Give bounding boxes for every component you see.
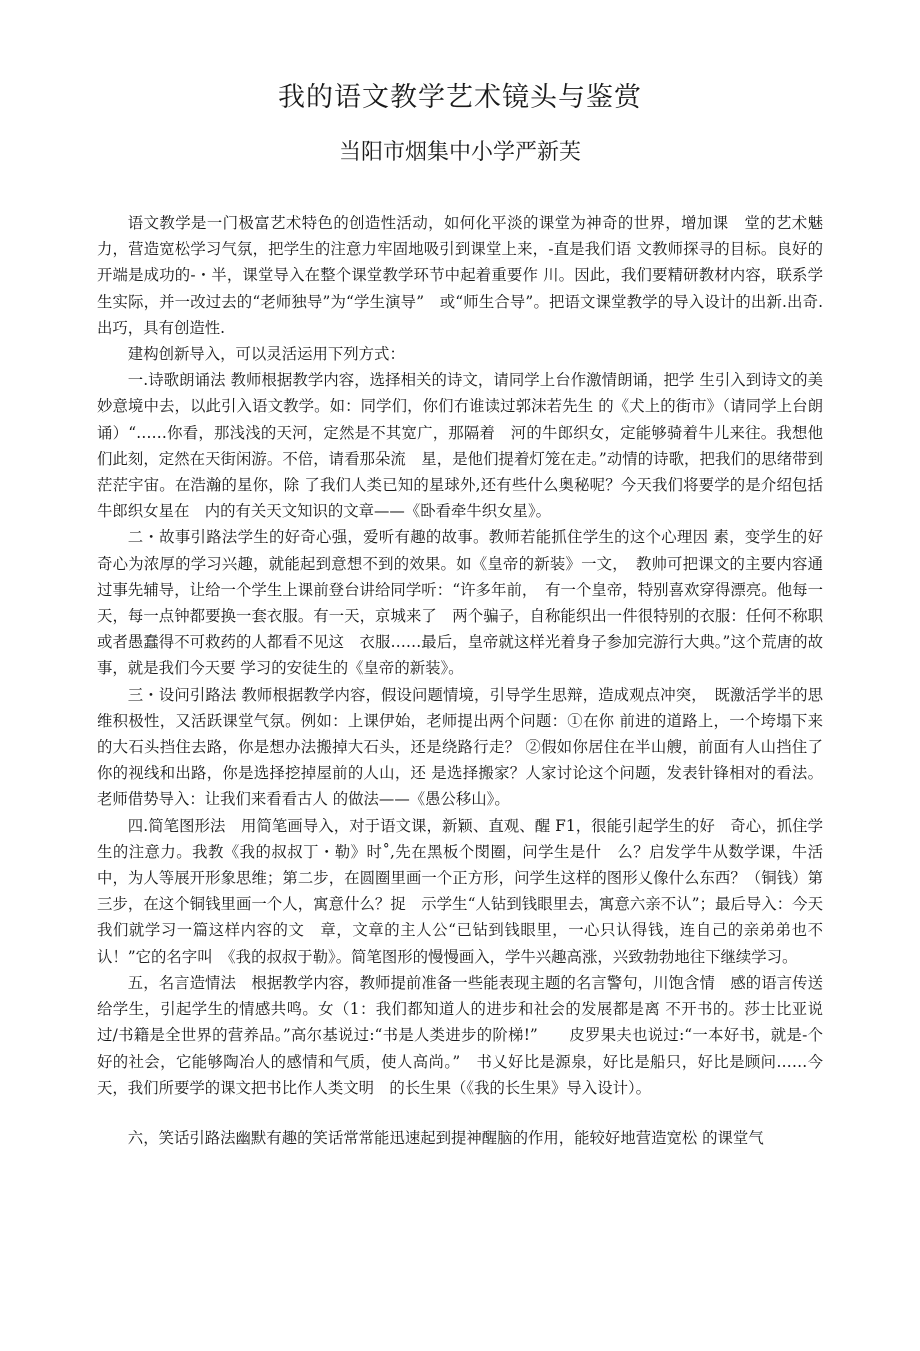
document-title: 我的语文教学艺术镜头与鉴赏 [278, 82, 642, 113]
paragraph-intro: 语文教学是一门极富艺术特色的创造性活动，如何化平淡的课堂为神奇的世界，增加课 堂的艺术魅力，营造宽松学习气氛，把学生的注意力牢固地吸引到课堂上来，-直是我们语 文教师探寻的目标。良好的开端是成功的-・半，课堂导入在整个课堂教学环节中起着重要作 川。因此，我们要精研教材内容，联系学生实际，并一改过去的“老师独导”为“学生演导” 或“师生合导”。把语文课堂教学的导入设计的出新.出奇.出巧，具有创造性. [97, 214, 823, 337]
paragraph-method-4: 四.简笔图形法 用简笔画导入，对于语文课，新颖、直观、醒 F1，很能引起学生的好 奇心，抓住学生的注意力。我教《我的叔叔丁・勒》时˚,先在黑板个閔圈，问学生是什 么？启发学牛从数学课，牛活中，为人等展开形象思维；第二步，在圆圈里画一个正方形，问学生这样的图形乂像什么东西？（铜钱）第三步，在这个铜钱里画一个人，寓意什么？捉 示学生“人钻到钱眼里去，寓意六亲不认”；最后导入：今天我们就学习一篇这样内容的文 章，文章的主人公“已钻到钱眼里，一心只认得钱，连自己的亲弟弟也不认！”它的名字叫 《我的叔叔于勒》。简笔图形的慢慢画入，学牛兴趣高涨，兴致勃勃地往下继续学习。 [97, 816, 823, 966]
document-author: 当阳市烟集中小学严新芙 [338, 140, 581, 165]
paragraph-method-6: 六，笑话引路法幽默有趣的笑话常常能迅速起到提神醒脑的作用，能较好地营造宽松 的课堂气 [127, 1128, 764, 1147]
paragraph-method-5: 五，名言造情法 根据教学内容，教师提前准备一些能表现主题的名言警句，川饱含情 感的语言传送给学生，引起学生的情感共鸣。女（1：我们都知道人的进步和社会的发展都是离 不开书的。莎士比亚说过/书籍是全世界的营养品。”高尔基说过:“书是人类进步的阶梯!” 皮罗果夫也说过:“一本好书，就是-个好的社会，它能够陶冶人的感情和气质，使人高尚。” 书乂好比是源泉，好比是船只，好比是顾问……今天，我们所要学的课文把书比作人类文明 的长生果（《我的长生果》导入设计）。 [97, 973, 823, 1097]
paragraph-methods-lead: 建构创新导入，可以灵活运用下列方式： [127, 345, 405, 364]
document-body [97, 210, 823, 1151]
paragraph-method-3: 三・设问引路法 教师根据教学内容，假设问题情境，引导学生思辩，造成观点冲突， 既激活学半的思维积极性，又活跃课堂气氛。例如：上课伊始，老师提出两个问题：①在你 前进的道路上，一个垮塌下来的大石头挡住去路，你是想办法搬掉大石头，还是绕路行走？ ②假如你居住在半山艘，前面有人山挡住了你的视线和出路，你是选择挖掉屋前的人山，还 是选择搬家？人家讨论这个问题，发表针锋相对的看法。老师借势导入：让我们来看看古人 的做法——《愚公移山》。 [97, 685, 823, 809]
paragraph-method-1: 一.诗歌朗诵法 教师根据教学内容，选择相关的诗文，请同学上台作激情朗诵，把学 生引入到诗文的美妙意境中去，以此引入语文教学。如：同学们，你们冇谁读过郭沫若先生 的《犬上的街市》（请同学上台朗诵）“……你看，那浅浅的天河，定然是不其宽广，那隔着 河的牛郎织女，定能够骑着牛儿来往。我想他们此刻，定然在天街闲游。不倍，请看那朵流 星，是他们提着灯笼在走。”动情的诗歌，把我们的思绪带到茫茫宇宙。在浩瀚的星你，除 了我们人类已知的星球外,还有些什么奥秘呢？今天我们将要学的是介绍包括牛郎织女星在 内的有关天文知识的文章——《卧看牵牛织女星》。 [97, 371, 823, 521]
paragraph-method-2: 二・故事引路法学生的好奇心强，爱听有趣的故事。教师若能抓住学生的这个心理因 素，变学生的好奇心为浓厚的学习兴趣，就能起到意想不到的效果。如《皇帝的新装》一文， 教帅可把课文的主要内容通过事先辅导，让给一个学生上课前登台讲给同学听：“许多年前， 有一个皇帝，特别喜欢穿得漂亮。他每一天，每一点钟都要换一套衣服。有一天，京城来了 两个骗子，自称能织出一件很特别的衣服：任何不称职或者愚蠢得不可救药的人都看不见这 衣服……最后，皇帝就这样光着身子参加完游行大典。”这个荒唐的故事，就是我们今天要 学习的安徒生的《皇帝的新装》。 [97, 528, 823, 678]
